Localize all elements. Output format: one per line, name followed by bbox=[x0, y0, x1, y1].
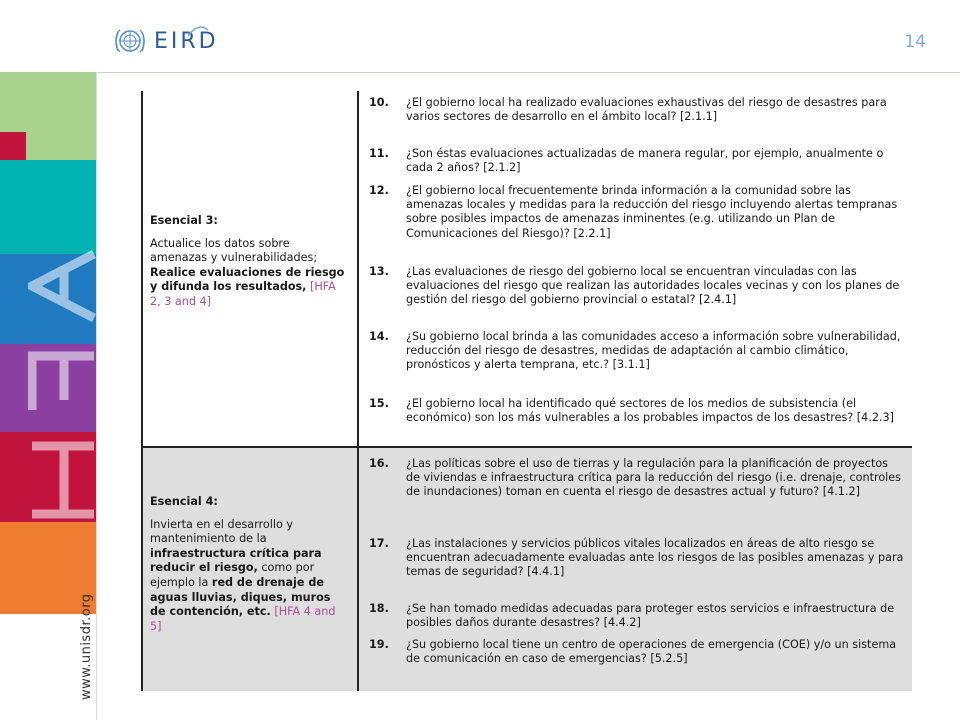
question-item: 15. ¿El gobierno local ha identificado qué sectores de los medios de subsistencia (el económico) son los más vulnerables a los probables impactos de los desastres? [4.2.3] bbox=[369, 397, 894, 425]
hfa-letters-graphic bbox=[28, 250, 98, 540]
essential-4-body-2: como por ejemplo la bbox=[150, 561, 315, 589]
table-left-border bbox=[141, 91, 143, 691]
swoosh-icon bbox=[188, 26, 208, 38]
stripe-band-teal bbox=[0, 160, 97, 254]
table-column-divider bbox=[357, 91, 359, 691]
essential-3-body-bold: Realice evaluaciones de riesgo y difunda los resultados, bbox=[150, 265, 345, 294]
question-item: 19. ¿Su gobierno local tiene un centro de operaciones de emergencia (COE) y/o un sistema de comunicación en caso de emergencias? [5.2.5] bbox=[369, 638, 897, 666]
question-item: 10. ¿El gobierno local ha realizado evaluaciones exhaustivas del riesgo de desastres para varios sectores de desarrollo en el ámbito local? [2.1.1] bbox=[369, 96, 887, 124]
header bbox=[0, 0, 960, 72]
table-row-divider bbox=[141, 446, 912, 448]
un-emblem-icon bbox=[112, 24, 148, 58]
essential-4-title: Esencial 4: bbox=[150, 495, 218, 508]
stripe-band-red-tab bbox=[0, 132, 26, 160]
essential-3-body: Actualice los datos sobre amenazas y vulnerabilidades; bbox=[150, 236, 318, 265]
website-url: www.unisdr.org bbox=[79, 593, 94, 700]
essential-3-title: Esencial 3: bbox=[150, 214, 218, 227]
essential-3-ref: [HFA 2, 3 and 4] bbox=[150, 280, 336, 308]
question-item: 14. ¿Su gobierno local brinda a las comunidades acceso a información sobre vulnerabilidad, reducción del riesgo de desastres, medidas de adaptación al cambio climático, pronósticos y alerta temprana, etc.? [3.1.1] bbox=[369, 330, 901, 372]
header-divider bbox=[98, 72, 960, 73]
question-item: 12. ¿El gobierno local frecuentemente brinda información a la comunidad sobre las amenazas locales y medidas para la reducción del riesgo incluyendo alertas tempranas sobre posibles impactos de amenazas inminentes (e.g. utilizando un Plan de Comunicaciones del Riesgo)? [2.2.1] bbox=[369, 184, 898, 240]
essential-4-body-1: Invierta en el desarrollo y mantenimiento de la bbox=[150, 517, 293, 546]
essential-3-text bbox=[150, 214, 346, 310]
essential-4-body-bold-2: red de drenaje de aguas lluvias, diques, muros de contención, etc. bbox=[150, 575, 331, 619]
essential-4-text bbox=[150, 495, 346, 634]
question-item: 18. ¿Se han tomado medidas adecuadas para proteger estos servicios e infraestructura de posibles daños durante desastres? [4.4.2] bbox=[369, 602, 895, 630]
question-item: 13. ¿Las evaluaciones de riesgo del gobierno local se encuentran vinculadas con las evaluaciones del riesgo que realizan las autoridades locales vecinas y con los planes de gestión del riesgo del gobierno provincial o estatal? [2.4.1] bbox=[369, 265, 900, 307]
question-item: 17. ¿Las instalaciones y servicios públicos vitales localizados en áreas de alto riesgo se encuentran adecuadamente evaluadas ante los riesgos de las posibles amenazas y para temas de seguridad? [4.4.1] bbox=[369, 537, 904, 579]
page-number: 14 bbox=[904, 32, 926, 52]
eird-wordmark: EIRD bbox=[154, 29, 219, 54]
essential-4-ref: [HFA 4 and 5] bbox=[150, 605, 336, 633]
eird-logo bbox=[112, 24, 219, 58]
essential-4-body-bold-1: infraestructura crítica para reducir el riesgo, bbox=[150, 546, 322, 575]
question-item: 16. ¿Las políticas sobre el uso de tierras y la regulación para la planificación de proyectos de viviendas e infraestructura crítica para la reducción del riesgo (i.e. drenaje, controles de inundaciones) toman en cuenta el riesgo de desastres actual y futuro? [4.1.2] bbox=[369, 457, 901, 499]
essentials-table bbox=[141, 91, 912, 691]
question-item: 11. ¿Son éstas evaluaciones actualizadas de manera regular, por ejemplo, anualmente o cada 2 años? [2.1.2] bbox=[369, 147, 884, 175]
